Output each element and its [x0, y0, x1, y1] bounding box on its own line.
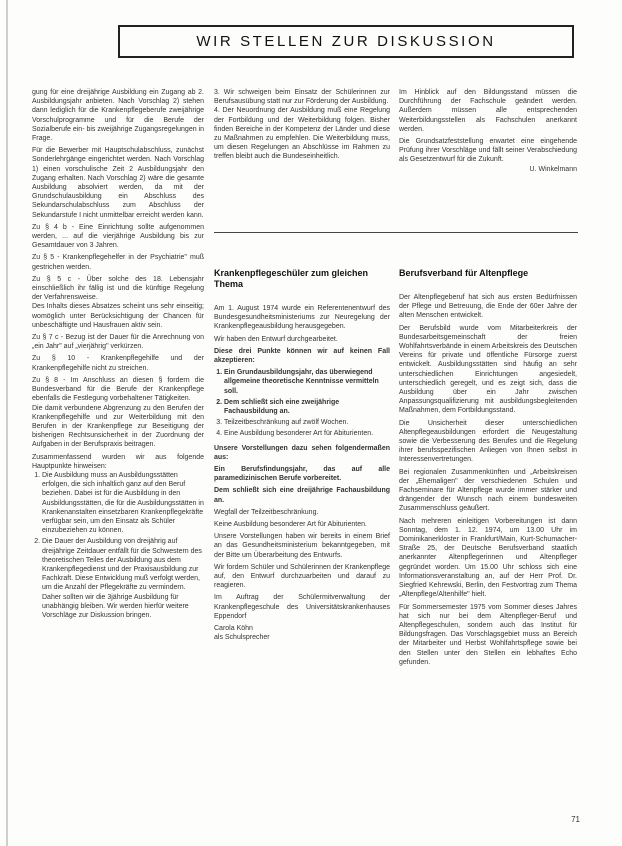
- paragraph: Bei regionalen Zusammenkünften und „Arbeitskreisen der „Ehemaligen" der verschiedenen Schulen und Fachseminare für Altenpflege wurde immer stärker und drängender der Wunsch nach einem bundesweiten Zusammenschluss geäußert.: [399, 468, 577, 513]
- paragraph: Unsere Vorstellungen dazu sehen folgendermaßen aus:: [214, 444, 390, 461]
- article-krankenpflegeschueler: [214, 268, 390, 643]
- article-heading: Krankenpflegeschüler zum gleichen Thema: [214, 268, 369, 289]
- numbered-list: [214, 368, 390, 438]
- paragraph: Zu § 5 - Krankenpflegehelfer in der Psychiatrie" muß gestrichen werden.: [32, 254, 204, 271]
- page-number: 71: [571, 815, 580, 824]
- paragraph: Dem schließt sich eine dreijährige Fachausbildung an.: [214, 487, 390, 504]
- paragraph: Zusammenfassend wurden wir aus folgende Hauptpunkte hinweisen:: [32, 453, 204, 470]
- paragraph: Zu § 4 b - Eine Einrichtung sollte aufgenommen werden, ... auf die vierjährige Ausbildung bis zur Gesamtdauer von 3 Jahren.: [32, 223, 204, 250]
- column-middle: [214, 88, 390, 162]
- paragraph: Die Unsicherheit dieser unterschiedlichen Altenpflegeausbildungen erfordert die Neugestaltung sowie die Verbesserung des Berufes und die Regelung ihrer berufsspezifischen Anliegen von Ihnen selbst in Interessenvertretungen.: [399, 419, 577, 464]
- paragraph: Die Grundsatzfeststellung erwartet eine eingehende Prüfung ihrer Vorschläge und fällt seiner Verabschiedung als Gesetzentwurf für die Zukunft.: [399, 138, 577, 164]
- section-divider: [214, 232, 578, 233]
- list-item: 1. Die Ausbildung muss an Ausbildungsstätten erfolgen, die sich inhaltlich ganz auf den Beruf beziehen. Dabei ist für die Ausbildung in den Ausbildungsstätten, die für die Ausbildungsstätten in Krankenanstalten einsetzbaren Krankenpflegekräfte verfügbar sein, um den Einsatz als Schüler einzubeziehen zu können.: [42, 471, 204, 535]
- paragraph: Unsere Vorstellungen haben wir bereits in einem Brief an das Gesundheitsministerium bekanntgegeben, mit der Bitte um Überarbeitung des Entwurfs.: [214, 533, 390, 559]
- paragraph: 4. Der Neuordnung der Ausbildung muß eine Regelung der Fortbildung und der Weiterbildung folgen. Bisher finden Bereiche in der Kompetenz der Länder und diese zu Maßnahmen zu empfehlen. Die Weiterbildung muss, um diesen Regelungen an Abschlüsse im Rahmen zu treffen bleibt auch die Bundeseinheitlich.: [214, 107, 390, 161]
- column-left: [32, 88, 204, 622]
- column-right: [399, 88, 577, 174]
- paragraph: Für Sommersemester 1975 vom Sommer dieses Jahres hat sich nur bei dem Altenpfleger-Beruf und Altenpflegeschulen, sondern auch das Institut für Bildungsfragen. Das Vorschlagsgebiet muss an Bereich der Mitarbeiter und Herbst Wohlfahrtspflege sowie bei den Stellen unter den Stellen ein lebhaftes Echo gefunden.: [399, 603, 577, 666]
- paragraph: Ein Berufsfindungsjahr, das auf alle paramedizinischen Berufe vorbereitet.: [214, 466, 390, 483]
- list-item: 3. Teilzeitbeschränkung auf zwölf Wochen.: [224, 418, 390, 427]
- paragraph: Im Hinblick auf den Bildungsstand müssen die Durchführung der Fachschule geändert werden. Außerdem müssen alle entsprechenden Weiterbildungsstellen als Fachschulen anerkannt werden.: [399, 89, 577, 133]
- list-item: 4. Eine Ausbildung besonderer Art für Abiturienten.: [224, 429, 390, 438]
- paragraph: Wir haben den Entwurf durchgearbeitet.: [214, 335, 338, 343]
- author-name: Carola Köhn: [214, 625, 253, 633]
- paragraph: 3. Wir schweigen beim Einsatz der Schülerinnen zur Berufsausübung statt nur zur Förderung der Ausbildung.: [214, 89, 390, 106]
- paragraph: Am 1. August 1974 wurde ein Referentenentwurf des Bundesgesundheitsministeriums zur Neuregelung der Krankenpflegeausbildung herausgegeben.: [214, 305, 390, 331]
- signature: U. Winkelmann: [529, 165, 577, 173]
- paragraph: gung für eine dreijährige Ausbildung ein Zugang ab 2. Ausbildungsjahr anbieten. Nach Vorschlag 2) stehen dann lediglich für die Krankenpflegeberufe zweijährige Vorschulprogramme und für die Berufe der Sozialberufe ein- bis zweijährige Zugangsregelungen in Frage.: [32, 89, 204, 143]
- paragraph: Der Berufsbild wurde vom Mitarbeiterkreis der Bundesarbeitsgemeinschaft der freien Wohlfahrtsverbände in einem Arbeitskreis des Deutschen Vereins für private und öffentliche Fürsorge zuerst entwickelt. Ausbildungsstätten sind häufig an sehr unterschiedlichen Einrichtungen angesiedelt, unterschiedlich geregelt, und es zeigt sich, dass die Ausbildung über ein Jahr zwischen Anpassungsqualifizierung mit ausbildungsbegleitenden Maßnahmen, dem Fortbildungsstand.: [399, 324, 577, 415]
- header-title: WIR STELLEN ZUR DISKUSSION: [196, 33, 496, 50]
- paragraph: Für die Bewerber mit Hauptschulabschluss, zunächst Sonderlehrgänge eingerichtet werden. Nach Vorschlag 1) einen vorschulische Zeit 2 Ausbildungsjahr den Zugang erhalten. Nach Vorschlag 2) wäre die gesamte Ausbildung absolviert werden, da mit der Grundschulausbildung ein Abschluss des Sekundarschulabschluss zum Abschluss der Sekundarstufe I nicht unmittelbar erreicht werden kann.: [32, 147, 204, 219]
- paragraph: Zu § 5 c - Über solche des 18. Lebensjahr einschließlich ihr fällig ist und die künftige Regelung der Verfahrensweise.: [32, 275, 204, 302]
- paragraph: Der Altenpflegeberuf hat sich aus ersten Bedürfnissen der Pflege und Betreuung, die Ende der 60er Jahre der alten Menschen entwickelt.: [399, 294, 577, 320]
- list-item: 2. Dem schließt sich eine zweijährige Fachausbildung an.: [224, 398, 390, 416]
- paragraph: Zu § 8 - Im Anschluss an diesen § fordern die Bundesverband für die Berufe der Krankenpflege ebenfalls die Festlegung vorbehaltener Tätigkeiten.: [32, 376, 204, 403]
- paragraph: Im Auftrag der Schülermitverwaltung der Krankenpflegeschule des Universitätskrankenhauses Eppendorf: [214, 594, 390, 620]
- list-item: 1. Ein Grundausbildungsjahr, das überwiegend allgemeine theoretische Kenntnisse vermitteln soll.: [224, 368, 390, 396]
- paragraph: Keine Ausbildung besonderer Art für Abiturienten.: [214, 521, 367, 529]
- paragraph: Zu § 7 c - Bezug ist der Dauer für die Anrechnung von „ein Jahr" auf „vierjährig" verkürzen.: [32, 334, 204, 351]
- page-header: [118, 25, 574, 58]
- paragraph: Die damit verbundene Abgrenzung zu den Berufen der Krankenpflegehilfe und zur Weiterbildung mit den Berufen in der Krankenpflege zur Beseitigung der bisherigen Rechtsunsicherheit in der Zuordnung der Aufgaben in der Berufspraxis beitragen.: [32, 404, 204, 449]
- author-role: als Schulsprecher: [214, 634, 270, 642]
- paragraph: Wegfall der Teilzeitbeschränkung.: [214, 508, 319, 516]
- numbered-list: [32, 471, 204, 620]
- article-heading: Berufsverband für Altenpflege: [399, 268, 529, 278]
- paragraph: Zu § 10 - Krankenpflegehilfe und der Krankenpflegehilfe nicht zu streichen.: [32, 355, 204, 372]
- paragraph: Diese drei Punkte können wir auf keinen Fall akzeptieren:: [214, 347, 390, 365]
- list-item: 2. Die Dauer der Ausbildung von dreijährig auf dreijährige Zeitdauer entfällt für die Schwestern des theoretischen Teiles der Ausbildung aus dem Krankenpflegedienst und der Praxisausbildung zur Fachkraft. Diese Entwicklung muß verfolgt werden, um die Anzahl der Pflegekräfte zu vermindern. Daher sollten wir die 3jährige Ausbildung für unabhängig bleiben. Wir werden hierfür weitere Vorschläge zur Diskussion bringen.: [42, 537, 204, 620]
- paragraph: Des Inhalts dieses Absatzes scheint uns sehr einseitig; womöglich unter Berücksichtigung der Chancen für unbeschäftigte und Hausfrauen aktiv sein.: [32, 303, 204, 329]
- article-berufsverband: [399, 268, 577, 667]
- paragraph: Wir fordern Schüler und Schülerinnen der Krankenpflege auf, den Entwurf durchzuarbeiten und darauf zu reagieren.: [214, 563, 390, 590]
- paragraph: Nach mehreren einleitigen Vorbereitungen ist dann Sonntag, dem 1. 12. 1974, um 13.00 Uhr im Dominikanerkloster in Frankfurt/Main, Kurt-Schumacher-Straße 25, der Deutsche Berufsverband staatlich anerkannter Altenpflegerinnen und Altenpfleger gegründet worden. Um 15.00 Uhr schloss sich eine Informationsveranstaltung an, auf der Herr Prof. Dr. Siegfried Kehrewski, Berlin, den Festvortrag zum Thema „Altenpflege/Altenhilfe" hielt.: [399, 517, 577, 599]
